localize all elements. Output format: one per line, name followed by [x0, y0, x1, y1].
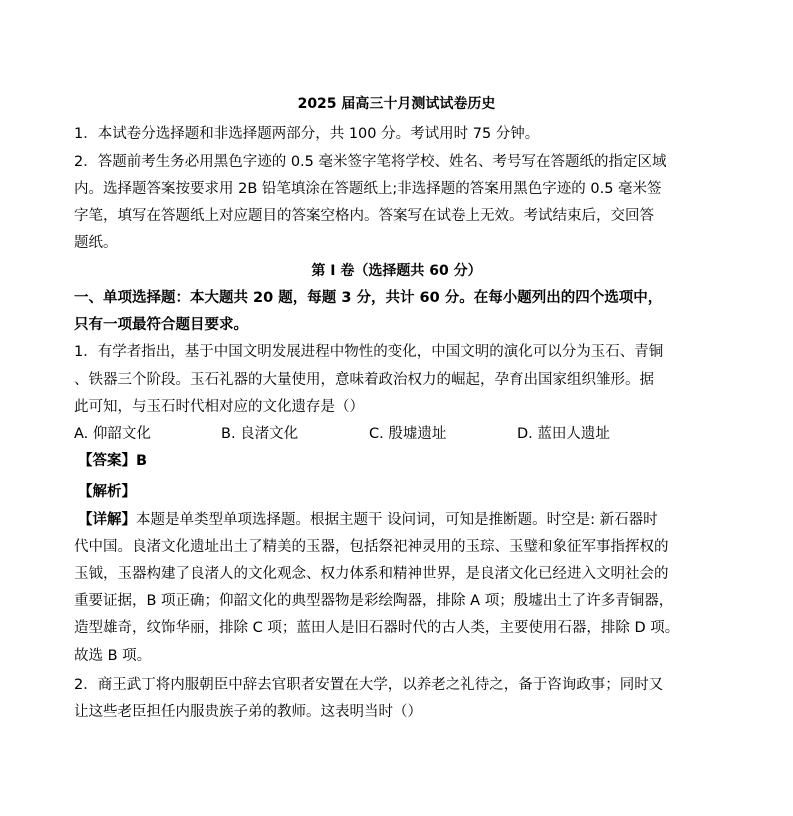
analysis-label: 【解析】	[78, 484, 136, 500]
instruction-line-2: 2．答题前考生务必用黑色字迹的 0.5 毫米签字笔将学校、姓名、考号写在答题纸的指定区域	[74, 154, 667, 170]
instruction-line-3: 内。选择题答案按要求用 2B 铅笔填涂在答题纸上;非选择题的答案用黑色字迹的 0.5 毫米签	[74, 181, 662, 197]
q1-option-d: D. 蓝田人遗址	[517, 426, 610, 442]
answer-value: B	[136, 453, 148, 469]
part-header-line-1: 一、单项选择题：本大题共 20 题，每题 3 分，共计 60 分。在每小题列出的四个选项中，	[74, 290, 663, 306]
answer-label: 【答案】	[78, 453, 136, 469]
q1-detail-line-5: 造型雄奇，纹饰华丽，排除 C 项；蓝田人是旧石器时代的古人类，主要使用石器，排除 D 项。	[74, 620, 680, 636]
q1-stem-line-2: 、铁器三个阶段。玉石礼器的大量使用，意味着政治权力的崛起，孕育出国家组织雏形。据	[74, 372, 654, 388]
q1-option-a: A. 仰韶文化	[74, 426, 151, 442]
exam-title: 2025 届高三十月测试试卷历史	[297, 96, 496, 112]
q1-analysis-label	[78, 482, 136, 502]
q1-detail-line-4: 重要证据，B 项正确；仰韶文化的典型器物是彩绘陶器，排除 A 项；殷墟出土了许多青铜器，	[74, 593, 674, 609]
q1-option-c: C. 殷墟遗址	[369, 426, 447, 442]
instruction-line-5: 题纸。	[74, 235, 118, 251]
q1-detail-line-6: 故选 B 项。	[74, 648, 152, 664]
part-header-line-2: 只有一项最符合题目要求。	[74, 317, 248, 333]
q1-stem-line-1: 1．有学者指出，基于中国文明发展进程中物性的变化，中国文明的演化可以分为玉石、青铜	[74, 344, 664, 360]
instruction-line-4: 字笔，填写在答题纸上对应题目的答案空格内。答案写在试卷上无效。考试结束后，交回答	[74, 208, 654, 224]
detail-label: 【详解】	[78, 512, 136, 528]
q1-stem-line-3: 此可知，与玉石时代相对应的文化遗存是（）	[74, 399, 364, 415]
section-title: 第 I 卷（选择题共 60 分）	[311, 263, 482, 279]
q1-detail-line-2: 代中国。良渚文化遗址出土了精美的玉器，包括祭祀神灵用的玉琮、玉璧和象征军事指挥权的	[74, 539, 669, 555]
q1-answer	[78, 451, 147, 471]
q1-detail-line-3: 玉钺，玉器构建了良渚人的文化观念、权力体系和精神世界，是良渚文化已经进入文明社会的	[74, 566, 669, 582]
q2-stem-line-2: 让这些老臣担任内服贵族子弟的教师。这表明当时（）	[74, 704, 422, 720]
q1-detail-line-1	[78, 510, 658, 530]
detail-text-1: 本题是单类型单项选择题。根据主题干 设问词，可知是推断题。时空是: 新石器时	[136, 512, 658, 528]
q1-option-b: B. 良渚文化	[221, 426, 299, 442]
q2-stem-line-1: 2．商王武丁将内服朝臣中辞去官职者安置在大学，以养老之礼待之，备于咨询政事；同时又	[74, 677, 664, 693]
instruction-line-1: 1．本试卷分选择题和非选择题两部分，共 100 分。考试用时 75 分钟。	[74, 126, 540, 142]
